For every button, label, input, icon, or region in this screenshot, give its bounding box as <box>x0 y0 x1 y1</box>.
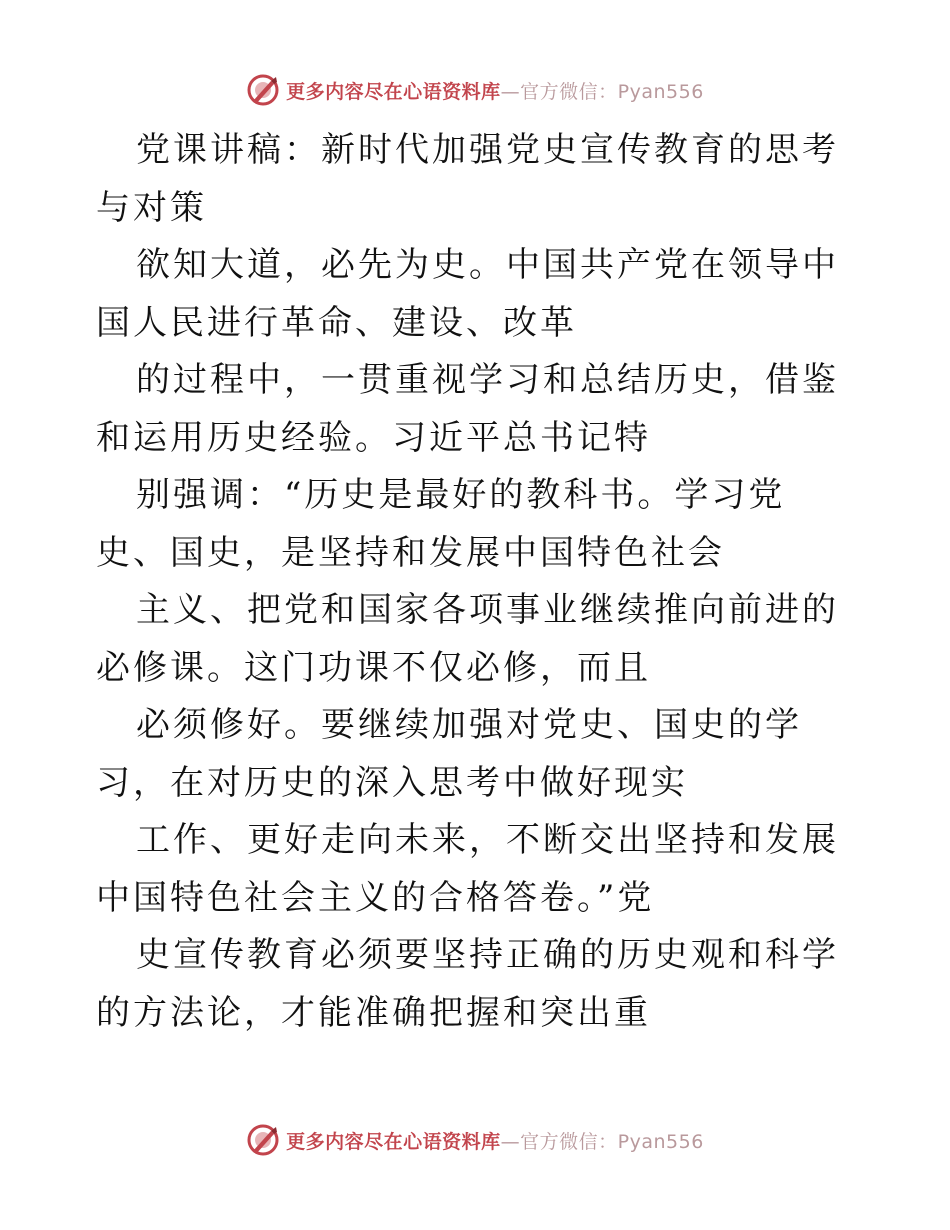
document-body <box>96 122 856 1042</box>
body-paragraph: 的过程中，一贯重视学习和总结历史，借鉴和运用历史经验。习近平总书记特 <box>96 360 839 458</box>
watermark-site-name: 更多内容尽在心语资料库 <box>286 80 501 103</box>
body-paragraph: 主义、把党和国家各项事业继续推向前进的必修课。这门功课不仅必修，而且 <box>96 590 839 688</box>
body-paragraph: 必须修好。要继续加强对党史、国史的学习，在对历史的深入思考中做好现实 <box>96 705 802 803</box>
document-title: 党课讲稿：新时代加强党史宣传教育的思考与对策 <box>96 130 839 228</box>
watermark-site-name: 更多内容尽在心语资料库 <box>286 1130 501 1153</box>
body-paragraph: 欲知大道，必先为史。中国共产党在领导中国人民进行革命、建设、改革 <box>96 245 839 343</box>
pen-circle-logo-icon <box>246 1123 280 1157</box>
watermark-text <box>286 77 704 104</box>
footer-watermark <box>0 1120 950 1160</box>
body-paragraph: 别强调：“历史是最好的教科书。学习党史、国史，是坚持和发展中国特色社会 <box>96 475 786 573</box>
watermark-text <box>286 1127 704 1154</box>
header-watermark <box>0 70 950 110</box>
body-paragraph: 工作、更好走向未来，不断交出坚持和发展中国特色社会主义的合格答卷。”党 <box>96 820 839 918</box>
watermark-wechat: —官方微信：Pyan556 <box>500 1130 704 1153</box>
body-paragraph: 史宣传教育必须要坚持正确的历史观和科学的方法论，才能准确把握和突出重 <box>96 935 839 1033</box>
watermark-wechat: —官方微信：Pyan556 <box>500 80 704 103</box>
pen-circle-logo-icon <box>246 73 280 107</box>
